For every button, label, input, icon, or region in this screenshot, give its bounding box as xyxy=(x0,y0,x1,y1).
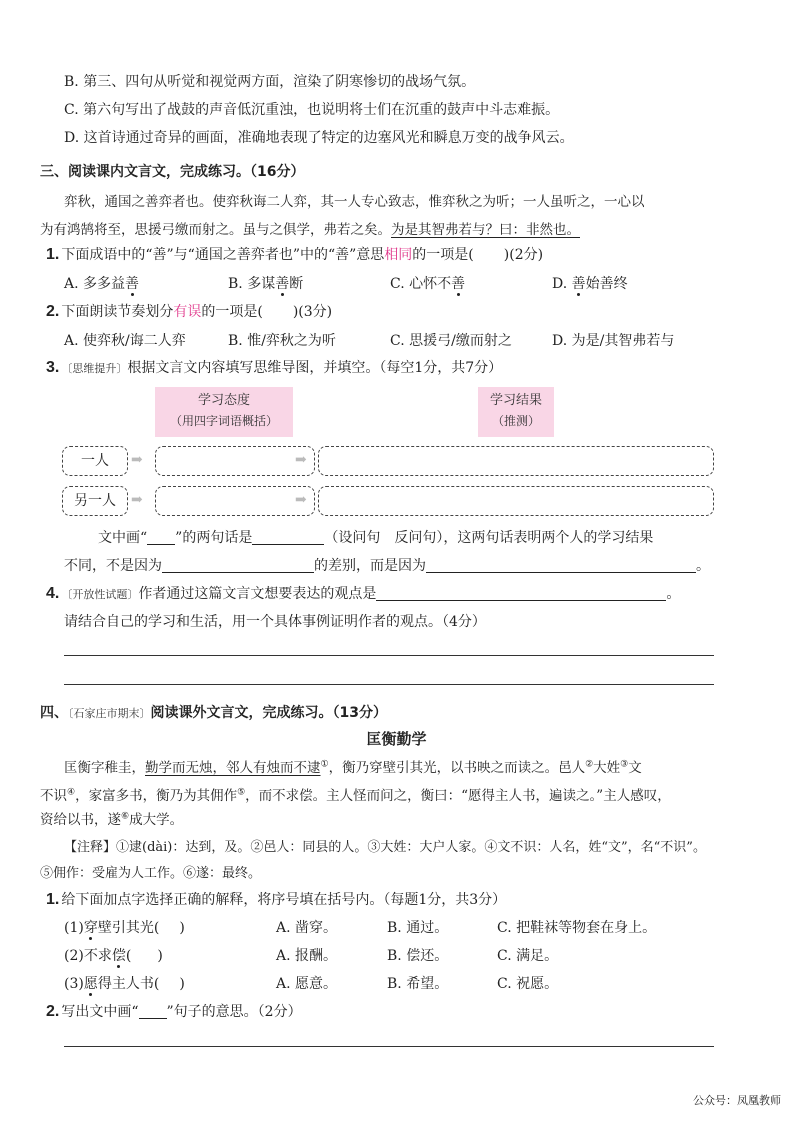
option-c-prev: C. 第六句写出了战鼓的声音低沉重浊，也说明将士们在沉重的鼓声中斗志难振。 xyxy=(64,102,560,118)
item-dotted-char: 穿 xyxy=(83,920,98,936)
sec4-heading-b: 阅读课外文言文，完成练习。（13分） xyxy=(150,705,387,721)
s3-q1-keyword: 相同 xyxy=(384,247,413,263)
mindmap-head-attitude-sub: （用四字词语概括） xyxy=(169,414,278,428)
item-label-pre: (1) xyxy=(64,920,84,936)
opt-text: 多谋 xyxy=(247,276,276,292)
item-label-post: 壁引其光( xyxy=(97,920,160,936)
s4-q1-item-2-opt-b: B. 偿还。 xyxy=(387,948,449,964)
arrow-right-icon: ➡ xyxy=(131,492,143,508)
opt-text: 多多益 xyxy=(83,276,126,292)
s4-q1-item-1 xyxy=(64,917,185,937)
s3-q2-option-c: C. 思援弓/缴而射之 xyxy=(390,333,512,349)
item-close: ) xyxy=(179,976,185,992)
s3-q3-fill-line-2 xyxy=(64,555,710,575)
s3-q2-num: 2. xyxy=(46,303,60,320)
item-close: ) xyxy=(157,948,163,964)
mindmap-head-result-sub: （推测） xyxy=(491,414,540,428)
mindmap-row-2-label: 另一人 xyxy=(62,486,128,516)
s4-q1-num: 1. xyxy=(46,891,60,908)
s4-q1-item-2-opt-c: C. 满足。 xyxy=(497,948,559,964)
p3-a: 资给以书，遂 xyxy=(40,812,121,828)
s4-q2-stem xyxy=(46,1001,302,1021)
item-label-pre: (3) xyxy=(64,976,84,992)
item-dotted-char: 愿 xyxy=(83,976,98,992)
arrow-right-icon: ➡ xyxy=(295,492,307,508)
mindmap-row-1-result-input[interactable] xyxy=(318,446,714,476)
s4-q1-item-3-opt-c: C. 祝愿。 xyxy=(497,976,559,992)
opt-text-post: 始善终 xyxy=(585,276,628,292)
p1-a: 匡衡字稚圭， xyxy=(64,760,145,776)
opt-letter: D. xyxy=(552,276,568,292)
underline-sample xyxy=(139,1002,167,1019)
s3-q2-stem-c: )(3分) xyxy=(292,304,333,320)
underline-sample xyxy=(147,528,175,545)
s4-q1-item-3-opt-a: A. 愿意。 xyxy=(276,976,338,992)
fill-text-b: ”的两句话是 xyxy=(175,530,253,546)
mindmap-row-1-label: 一人 xyxy=(62,446,128,476)
s3-q1-option-a xyxy=(64,273,139,293)
viewpoint-blank[interactable] xyxy=(376,584,666,601)
s3-q1-stem-b: 的一项是( xyxy=(412,247,474,263)
sec4-heading-a: 四、 xyxy=(40,705,68,721)
item-close: ) xyxy=(179,920,185,936)
p2-b: ，家富多书，衡乃为其佣作 xyxy=(75,788,238,804)
p3-sup6: ⑥ xyxy=(121,811,130,822)
s3-q1-stem xyxy=(46,244,543,264)
s3-q2-stem xyxy=(46,301,332,321)
s4-q1-item-1-opt-a: A. 凿穿。 xyxy=(276,920,338,936)
answer-line[interactable] xyxy=(64,1046,714,1047)
item-dotted-char: 偿 xyxy=(111,948,126,964)
arrow-right-icon: ➡ xyxy=(131,452,143,468)
opt-dotted-char: 善 xyxy=(451,276,466,292)
s3-q2-option-b: B. 惟/弈秋之为听 xyxy=(228,333,336,349)
footer-credit: 公众号：凤凰教师 xyxy=(693,1094,781,1107)
s3-q4-stem xyxy=(46,583,680,603)
fill-text-a: 文中画“ xyxy=(98,530,148,546)
annotation-line-1: 【注释】①逮(dài)：达到，及。②邑人：同县的人。③大姓：大户人家。④文不识：人名，姓“文”，名“不识”。 xyxy=(64,840,706,855)
s3-q1-num: 1. xyxy=(46,246,60,263)
s3-q3-stem-text: 根据文言文内容填写思维导图，并填空。（每空1分，共7分） xyxy=(127,360,503,376)
s3-q2-stem-b: 的一项是( xyxy=(201,304,263,320)
opt-dotted-char: 善 xyxy=(571,276,586,292)
opt-letter: B. xyxy=(228,276,243,292)
s4-q1-item-2-opt-a: A. 报酬。 xyxy=(276,948,338,964)
option-b-prev: B. 第三、四句从听觉和视觉两方面，渲染了阴寒惨切的战场气氛。 xyxy=(64,74,476,90)
s4-q2-stem-a: 写出文中画“ xyxy=(61,1004,139,1020)
p1-sup3: ③ xyxy=(620,759,629,770)
s4-q1-stem xyxy=(46,889,506,909)
s3-q3-num: 3. xyxy=(46,359,60,376)
sec4-passage-line-2 xyxy=(40,784,671,804)
p2-c: ，而不求偿。主人怪而问之，衡曰：“愿得主人书，遍读之。”主人感叹， xyxy=(245,788,671,804)
p1-underlined: 勤学而无烛，邻人有烛而不逮 xyxy=(145,760,321,776)
section-4-heading xyxy=(40,702,387,722)
answer-line[interactable] xyxy=(64,655,714,656)
mindmap-head-result-title: 学习结果 xyxy=(489,393,542,408)
option-d-prev: D. 这首诗通过奇异的画面，准确地表现了特定的边塞风光和瞬息万变的战争风云。 xyxy=(64,130,574,146)
passage-line-1: 弈秋，通国之善弈者也。使弈秋诲二人弈，其一人专心致志，惟弈秋之为听；一人虽听之，一心以 xyxy=(64,194,645,210)
s3-q3-fill-line-1 xyxy=(98,527,653,547)
s4-q1-item-1-opt-c: C. 把鞋袜等物套在身上。 xyxy=(497,920,657,936)
sentence-type-blank[interactable] xyxy=(252,528,324,545)
fill-text-c: （设问句 反问句），这两句话表明两个人的学习结果 xyxy=(324,530,654,546)
p2-sup5: ⑤ xyxy=(237,787,246,798)
answer-line[interactable] xyxy=(64,684,714,685)
difference-blank[interactable] xyxy=(162,556,314,573)
s4-q2-stem-b: ”句子的意思。（2分） xyxy=(166,1004,302,1020)
sec4-tag: 〔石家庄市期末〕 xyxy=(68,707,151,720)
p2-sup4: ④ xyxy=(67,787,76,798)
s3-q4-tag: 〔开放性试题〕 xyxy=(61,588,139,601)
s3-q2-option-d: D. 为是/其智弗若与 xyxy=(552,333,675,349)
s3-q3-stem xyxy=(46,357,502,377)
s3-q4-num: 4. xyxy=(46,585,60,602)
s4-q2-num: 2. xyxy=(46,1003,60,1020)
mindmap-head-result xyxy=(478,387,554,437)
s3-q4-stem-end: 。 xyxy=(666,586,681,602)
s3-q4-line-2: 请结合自己的学习和生活，用一个具体事例证明作者的观点。（4分） xyxy=(64,614,486,630)
s3-q2-keyword: 有误 xyxy=(173,304,202,320)
p1-c: 大姓 xyxy=(593,760,621,776)
s3-q2-stem-a: 下面朗读节奏划分 xyxy=(61,304,174,320)
mindmap-head-attitude xyxy=(155,387,293,437)
sec4-passage-line-3 xyxy=(40,808,183,828)
p1-sup1: ① xyxy=(320,759,329,770)
opt-dotted-char: 善 xyxy=(125,276,140,292)
s3-q1-stem-a: 下面成语中的“善”与“通国之善弈者也”中的“善”意思 xyxy=(61,247,385,263)
fill-text-e: 的差别，而是因为 xyxy=(314,558,426,574)
passage-line-2 xyxy=(40,218,580,238)
opt-dotted-char: 善 xyxy=(275,276,290,292)
s4-q1-item-2 xyxy=(64,945,163,965)
mindmap-row-2-result-input[interactable] xyxy=(318,486,714,516)
s3-q1-option-c xyxy=(390,273,465,293)
s3-q1-stem-c: )(2分) xyxy=(503,247,544,263)
item-label-pre: (2)不求 xyxy=(64,948,112,964)
mindmap-row-2-attitude-input[interactable] xyxy=(155,486,315,516)
opt-text: 心怀不 xyxy=(409,276,452,292)
s3-q3-tag: 〔思维提升〕 xyxy=(61,362,128,375)
fill-text-d: 不同，不是因为 xyxy=(64,558,162,574)
passage-line-2-text: 为有鸿鹄将至，思援弓缴而射之。虽与之俱学，弗若之矣。 xyxy=(40,222,391,238)
opt-letter: C. xyxy=(390,276,405,292)
s3-q1-option-d xyxy=(552,273,628,293)
opt-text-post: 断 xyxy=(289,276,304,292)
passage-title: 匡衡勤学 xyxy=(366,730,427,748)
mindmap-head-attitude-title: 学习态度 xyxy=(197,393,250,408)
p3-b: 成大学。 xyxy=(129,812,184,828)
reason-blank[interactable] xyxy=(426,556,696,573)
passage-underlined-sentence: 为是其智弗若与？曰：非然也。 xyxy=(391,222,580,238)
opt-letter: A. xyxy=(64,276,79,292)
section-3-heading: 三、阅读课内文言文，完成练习。（16分） xyxy=(40,164,305,180)
s4-q1-item-1-opt-b: B. 通过。 xyxy=(387,920,449,936)
s3-q1-option-b xyxy=(228,273,303,293)
s3-q4-stem-text: 作者通过这篇文言文想要表达的观点是 xyxy=(138,586,377,602)
s4-q1-stem-text: 给下面加点字选择正确的解释，将序号填在括号内。（每题1分，共3分） xyxy=(61,892,507,908)
p1-d: 文 xyxy=(628,760,642,776)
p1-sup2: ② xyxy=(585,759,594,770)
p2-a: 不识 xyxy=(40,788,67,804)
annotation-line-2: ⑤佣作：受雇为人工作。⑥遂：最终。 xyxy=(40,866,262,881)
s4-q1-item-3 xyxy=(64,973,185,993)
arrow-right-icon: ➡ xyxy=(295,452,307,468)
mindmap-row-1-attitude-input[interactable] xyxy=(155,446,315,476)
p1-b: ，衡乃穿壁引其光，以书映之而读之。邑人 xyxy=(328,760,586,776)
item-label-post: 得主人书( xyxy=(97,976,160,992)
fill-text-end: 。 xyxy=(696,558,710,574)
sec4-passage-line-1 xyxy=(64,756,642,776)
s3-q2-option-a: A. 使弈秋/诲二人弈 xyxy=(64,333,186,349)
s4-q1-item-3-opt-b: B. 希望。 xyxy=(387,976,449,992)
item-label-post: ( xyxy=(125,948,132,964)
